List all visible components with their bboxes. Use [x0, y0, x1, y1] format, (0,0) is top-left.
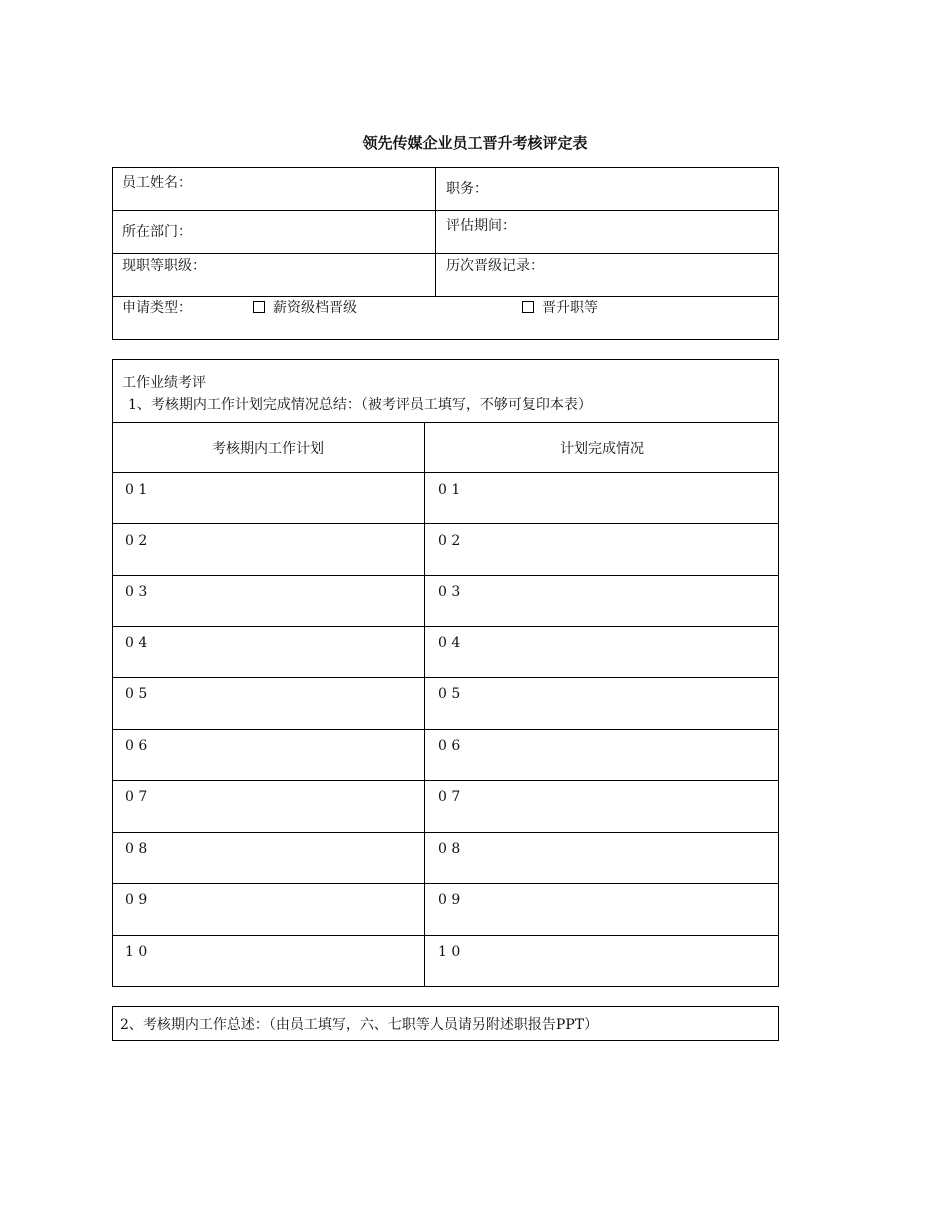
table-header-top-line — [112, 422, 779, 423]
checkbox-icon[interactable] — [253, 301, 265, 313]
employee-name-field[interactable]: 员工姓名： — [122, 175, 192, 191]
completion-cell[interactable]: 0 3 — [438, 584, 461, 600]
plan-cell[interactable]: 0 2 — [125, 533, 148, 549]
plan-cell[interactable]: 1 0 — [125, 944, 148, 960]
plan-cell[interactable]: 0 9 — [125, 892, 148, 908]
promotion-history-field[interactable]: 历次晋级记录： — [446, 258, 544, 274]
salary-grade-option[interactable] — [253, 300, 357, 316]
performance-heading: 工作业绩考评 — [122, 375, 206, 391]
table-row-line — [112, 626, 779, 627]
plan-cell[interactable]: 0 6 — [125, 738, 148, 754]
completion-cell[interactable]: 0 8 — [438, 841, 461, 857]
completion-cell[interactable]: 0 6 — [438, 738, 461, 754]
completion-cell[interactable]: 0 7 — [438, 789, 461, 805]
completion-cell[interactable]: 0 1 — [438, 482, 461, 498]
table-row-line — [112, 729, 779, 730]
col-header-completion: 计划完成情况 — [560, 441, 644, 457]
completion-cell[interactable]: 0 5 — [438, 686, 461, 702]
completion-cell[interactable]: 1 0 — [438, 944, 461, 960]
completion-cell[interactable]: 0 9 — [438, 892, 461, 908]
col-header-plan: 考核期内工作计划 — [212, 441, 324, 457]
table-row-line — [112, 780, 779, 781]
info-col-divider — [435, 167, 436, 296]
plan-cell[interactable]: 0 4 — [125, 635, 148, 651]
table-row-line — [112, 575, 779, 576]
performance-subheading: 1、考核期内工作计划完成情况总结：（被考评员工填写，不够可复印本表） — [128, 397, 592, 413]
table-row-line — [112, 677, 779, 678]
salary-grade-option-label: 薪资级档晋级 — [273, 300, 357, 316]
plan-cell[interactable]: 0 5 — [125, 686, 148, 702]
current-grade-field[interactable]: 现职等职级： — [122, 258, 206, 274]
position-field[interactable]: 职务： — [446, 181, 488, 197]
promotion-option[interactable] — [522, 300, 598, 316]
table-col-divider — [424, 422, 425, 987]
promotion-option-label: 晋升职等 — [542, 300, 598, 316]
checkbox-icon[interactable] — [522, 301, 534, 313]
info-row-divider — [112, 210, 779, 211]
completion-cell[interactable]: 0 4 — [438, 635, 461, 651]
table-row-line — [112, 935, 779, 936]
page-title: 领先传媒企业员工晋升考核评定表 — [362, 134, 588, 152]
table-row-line — [112, 832, 779, 833]
plan-cell[interactable]: 0 1 — [125, 482, 148, 498]
info-row-divider — [112, 296, 779, 297]
info-row-divider — [112, 253, 779, 254]
work-summary-label: 2、考核期内工作总述：（由员工填写，六、七职等人员请另附述职报告PPT） — [120, 1017, 599, 1033]
table-row-line — [112, 883, 779, 884]
plan-cell[interactable]: 0 3 — [125, 584, 148, 600]
apply-type-label: 申请类型： — [122, 300, 192, 316]
table-row-line — [112, 523, 779, 524]
plan-cell[interactable]: 0 7 — [125, 789, 148, 805]
evaluation-period-field[interactable]: 评估期间： — [446, 218, 516, 234]
completion-cell[interactable]: 0 2 — [438, 533, 461, 549]
table-row-line — [112, 472, 779, 473]
plan-cell[interactable]: 0 8 — [125, 841, 148, 857]
department-field[interactable]: 所在部门： — [122, 224, 192, 240]
